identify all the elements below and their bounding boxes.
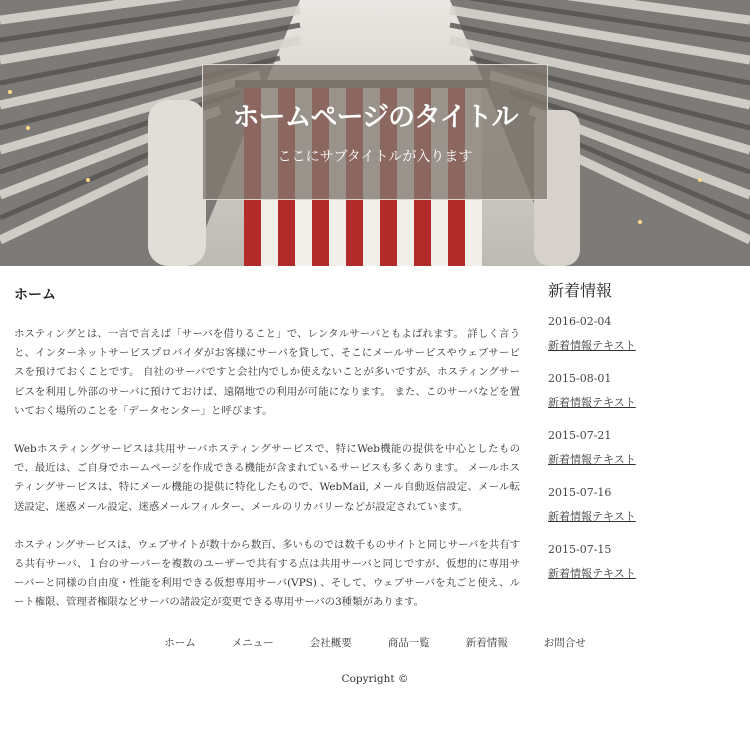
news-item: [548, 428, 738, 470]
copyright: Copyright ©: [341, 673, 409, 685]
site-title[interactable]: ホームページのタイトル: [232, 102, 518, 133]
sidebar: [548, 278, 738, 599]
news-link[interactable]: 新着情報テキスト: [548, 510, 636, 523]
news-date: 2015-07-15: [548, 543, 612, 556]
site-subtitle: ここにサブタイトルが入ります: [277, 149, 473, 165]
footer-nav: [0, 634, 750, 652]
news-date: 2015-07-16: [548, 486, 612, 499]
news-item: [548, 314, 738, 356]
news-item: [548, 542, 738, 584]
body-paragraph: ホスティングとは、一言で言えば「サーバを借りること」で、レンタルサーバともよばれます。 詳しく言うと、インターネットサービスプロバイダがお客様にサーバを貸して、そこにメールサービスやウェブサービスを預けておくことです。 自社のサーバですと会社内でしか使えないことが多いですが、ホスティングサービスを利用し外部のサーバに預けておけば、遠隔地での利用が可能になります。 また、このサーバなどを置いておく場所のことを「データセンター」と呼びます。: [14, 328, 520, 417]
news-link[interactable]: 新着情報テキスト: [548, 339, 636, 352]
footer-link-news[interactable]: 新着情報: [465, 637, 508, 649]
news-link[interactable]: 新着情報テキスト: [548, 453, 636, 466]
news-date: 2015-07-21: [548, 429, 612, 442]
footer-link-contact[interactable]: お問合せ: [543, 637, 586, 649]
footer-link-company[interactable]: 会社概要: [309, 637, 352, 649]
hero-title-box: [202, 64, 548, 200]
news-item: [548, 371, 738, 413]
hero-banner: [0, 0, 750, 266]
news-item: [548, 485, 738, 527]
sidebar-title: 新着情報: [548, 281, 613, 300]
news-date: 2016-02-04: [548, 315, 612, 328]
footer-link-home[interactable]: ホーム: [164, 637, 196, 649]
main-content: [14, 284, 520, 632]
footer-link-products[interactable]: 商品一覧: [387, 637, 430, 649]
footer-link-menu[interactable]: メニュー: [231, 637, 274, 649]
news-date: 2015-08-01: [548, 372, 612, 385]
page-title: ホーム: [14, 287, 56, 303]
news-link[interactable]: 新着情報テキスト: [548, 396, 636, 409]
body-paragraph: Webホスティングサービスは共用サーバホスティングサービスで、特にWeb機能の提供を中心としたもので、最近は、ご自身でホームページを作成できる機能が含まれているサービスも多くあります。 メールホスティングサービスは、特にメール機能の提供に特化したもので、WebMail, メール自動返信設定、メール転送設定、迷惑メール設定、迷惑メールフィルター、メールのリカバリーなどが設定されています。: [14, 443, 520, 513]
body-paragraph: ホスティングサービスは、ウェブサイトが数十から数百、多いものでは数千ものサイトと同じサーバを共有する共有サーバ、１台のサーバーを複数のユーザーで共有する点は共用サーバと同じですが、仮想的に専用サーバーと同様の自由度・性能を利用できる仮想専用サーバ(VPS) 、そして、ウェブサーバを丸ごと使え、ルート権限、管理者権限などサーバの諸設定が変更できる専用サーバの3種類があります。: [14, 538, 520, 609]
news-link[interactable]: 新着情報テキスト: [548, 567, 636, 580]
